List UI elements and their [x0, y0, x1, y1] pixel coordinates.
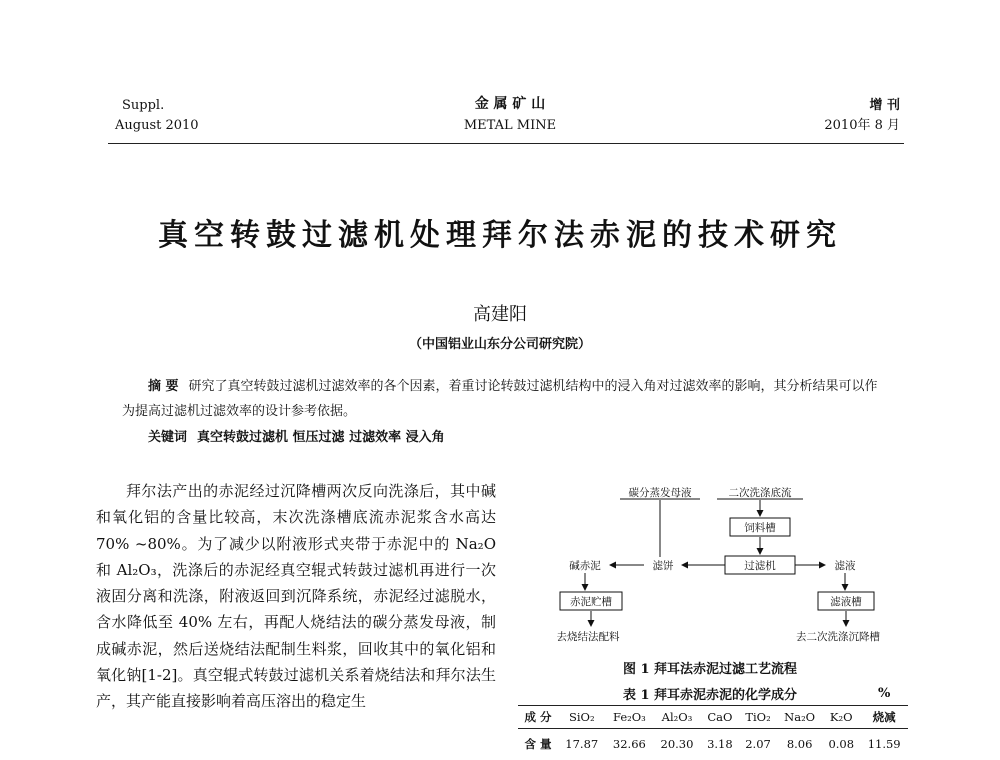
- node-to-second-settler: 去二次洗涤沉降槽: [796, 631, 880, 643]
- figure-caption: 图 1 拜耳法赤泥过滤工艺流程: [622, 662, 798, 677]
- header-rule: [108, 143, 904, 144]
- table-header-row: [518, 706, 908, 729]
- table-header-cell: Na₂O: [777, 706, 822, 729]
- header-date-cn: 2010年 8 月: [824, 118, 900, 133]
- table-unit: %: [878, 686, 891, 701]
- node-filter: 过滤机: [744, 560, 776, 572]
- header-date-en: August 2010: [115, 118, 199, 133]
- keywords-label: 关键词: [148, 430, 188, 445]
- table-cell: 11.59: [867, 737, 901, 751]
- paper-title: 真空转鼓过滤机处理拜尔法赤泥的技术研究: [158, 218, 842, 253]
- abstract-text: 研究了真空转鼓过滤机过滤效率的各个因素，着重讨论转鼓过滤机结构中的浸入角对过滤效率的影响，其分析结果可以作为提高过滤机过滤效率的设计参考依据。: [122, 379, 878, 419]
- table-cell: 0.08: [828, 737, 855, 751]
- table-cell: 3.18: [707, 737, 733, 751]
- table-cell: 2.07: [745, 737, 771, 751]
- node-alkali-red-mud: 碱赤泥: [569, 560, 601, 572]
- author-name: 高建阳: [473, 304, 527, 325]
- table-header-cell: TiO₂: [739, 706, 777, 729]
- node-to-sinter-batching: 去烧结法配料: [556, 631, 620, 643]
- header-journal-cn: 金 属 矿 山: [474, 96, 546, 112]
- header-supplement-cn: 增 刊: [869, 98, 900, 113]
- header-journal-en: METAL MINE: [463, 118, 557, 133]
- process-flow-diagram: [520, 482, 900, 657]
- table-header-cell: SiO₂: [558, 706, 606, 729]
- table-header-cell: CaO: [701, 706, 739, 729]
- author-affiliation: （中国铝业山东分公司研究院）: [408, 337, 591, 352]
- table-cell: 32.66: [612, 737, 646, 751]
- table-header-cell: 成 分: [518, 706, 558, 729]
- keywords: [148, 426, 445, 445]
- table-cell: 20.30: [660, 737, 694, 751]
- table-header-cell: K₂O: [822, 706, 860, 729]
- node-red-mud-tank: 赤泥贮槽: [570, 596, 612, 608]
- table-caption: 表 1 拜耳赤泥赤泥的化学成分: [622, 688, 798, 703]
- table-cell: 17.87: [565, 737, 599, 751]
- body-paragraph: 拜尔法产出的赤泥经过沉降槽两次反向洗涤后，其中碱和氧化铝的含量比较高，末次洗涤槽底流赤泥浆含水高达 70% ~80%。为了减少以附液形式夹带于赤泥中的 Na₂O 和 Al₂O₃，洗涤后的赤泥经真空辊式转鼓过滤机再进行一次液固分离和洗涤，附液返回到沉降系统，赤泥经过滤脱水，含水降低至 40% 左右，再配人烧结法的碳分蒸发母液，制成碱赤泥，然后送烧结法配制生料浆，回收其中的氧化铝和氧化钠[1-2]。真空辊式转鼓过滤机关系着烧结法和拜尔法生产，其产能直接影响着高压溶出的稳定生: [96, 482, 496, 711]
- node-second-wash-underflow: 二次洗涤底流: [728, 487, 792, 499]
- node-filter-cake: 滤饼: [652, 560, 674, 572]
- body-column-left: [96, 478, 496, 715]
- keywords-text: 真空转鼓过滤机 恒压过滤 过滤效率 浸入角: [197, 430, 445, 445]
- chemical-composition-table: [518, 705, 908, 755]
- header-suppl: Suppl.: [122, 98, 165, 113]
- node-carb-mother-liquor: 碳分蒸发母液: [628, 487, 692, 499]
- node-filtrate: 滤液: [834, 560, 856, 572]
- node-feed-tank: 饲料槽: [744, 522, 776, 534]
- table-header-cell: Al₂O₃: [653, 706, 701, 729]
- node-filtrate-tank: 滤液槽: [830, 596, 862, 608]
- abstract: [122, 374, 882, 424]
- abstract-label: 摘 要: [148, 379, 179, 394]
- table-header-cell: Fe₂O₃: [606, 706, 654, 729]
- table-row-label: 含 量: [524, 737, 552, 751]
- table-row: [518, 729, 908, 756]
- table-header-cell: 烧减: [860, 706, 908, 729]
- table-cell: 8.06: [786, 737, 813, 751]
